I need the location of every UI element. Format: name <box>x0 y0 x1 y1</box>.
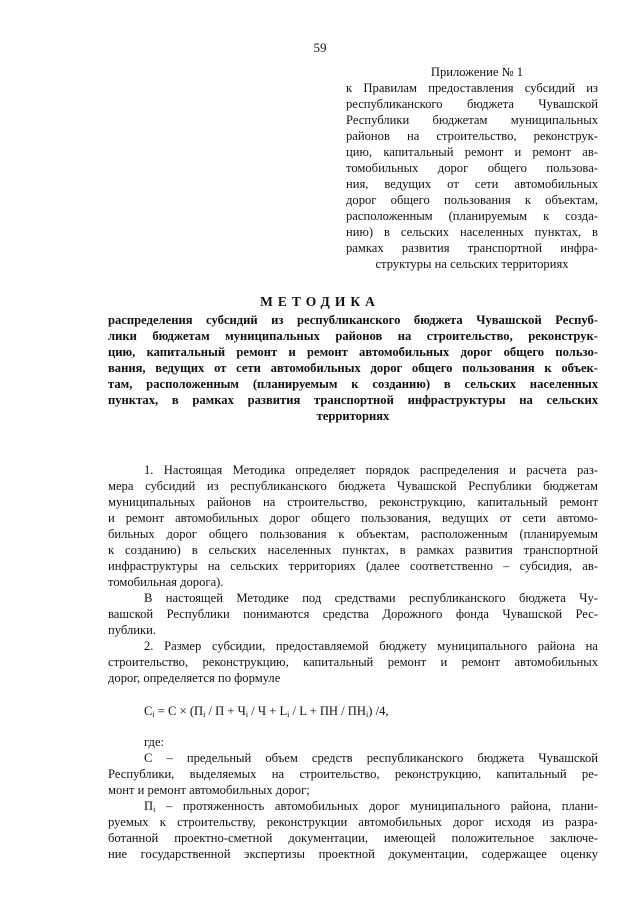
appendix-line: к Правилам предоставления субсидий из <box>346 81 598 95</box>
formula-subscript: i <box>203 710 206 719</box>
formula-part: C <box>144 704 153 718</box>
subtitle-line: пунктах, в рамках развития транспортной инфраструктуры на сельских <box>108 393 598 407</box>
formula-part: / П + Ч <box>205 704 246 718</box>
variable-symbol: П <box>144 799 154 813</box>
body-text <box>108 462 598 862</box>
formula-subscript: i <box>152 710 155 719</box>
page-number: 59 <box>313 40 327 55</box>
appendix-line: ния, ведущих от сети автомобильных <box>346 177 598 191</box>
subtitle-line: распределения субсидий из республиканского бюджета Чувашской Респуб- <box>108 313 598 327</box>
method-title: МЕТОДИКА <box>260 294 380 309</box>
formula-part: / Ч + L <box>248 704 288 718</box>
formula-part: ) /4, <box>368 704 389 718</box>
appendix-title: Приложение № 1 <box>430 65 524 79</box>
subtitle-line: там, расположенным (планируемым к созданию) в сельских населенных <box>108 377 598 391</box>
paragraph-line <box>108 798 598 814</box>
paragraph-line: публики. <box>108 623 156 637</box>
paragraph-line: и ремонт автомобильных дорог общего пользования, ведущих от сети автомо- <box>108 511 598 525</box>
paragraph-line: вашской Республики понимаются средства Дорожного фонда Чувашской Рес- <box>108 607 598 621</box>
paragraph-line: инфраструктуры на сельских территориях (далее соответственно – субсидия, ав- <box>108 559 598 573</box>
paragraph-line: бильных дорог общего пользования к объектам, расположенным (планируемым <box>108 527 598 541</box>
paragraph-line: монт и ремонт автомобильных дорог; <box>108 783 310 797</box>
subtitle-line: лики бюджетам муниципальных районов на строительство, реконструк- <box>108 329 598 343</box>
appendix-line: расположенным (планируемым к созда- <box>346 209 598 223</box>
formula-subscript: i <box>287 710 290 719</box>
paragraph-line: к созданию) в сельских населенных пунктах, в рамках развития транспортной <box>108 543 598 557</box>
paragraph-line: С – предельный объем средств республиканского бюджета Чувашской <box>144 751 598 765</box>
formula-part: / L + ПН / ПН <box>289 704 367 718</box>
formula-subscript: i <box>366 710 369 719</box>
formula-part: = C × (П <box>154 704 204 718</box>
paragraph-line: дорог, определяется по формуле <box>108 671 281 685</box>
subtitle-line: территориях <box>316 409 390 423</box>
variable-subscript: i <box>153 805 156 814</box>
paragraph-line: строительство, реконструкцию, капитальный ремонт и ремонт автомобильных <box>108 655 598 669</box>
paragraph-line: муниципальных районов на строительство, реконструкцию, капитальный ремонт <box>108 495 598 509</box>
paragraph-line: томобильная дорога). <box>108 575 224 589</box>
paragraph-text: – протяженность автомобильных дорог муниципального района, плани- <box>155 799 598 813</box>
paragraph-line: мера субсидий из республиканского бюджета Чувашской Республики бюджетам <box>108 479 598 493</box>
method-subtitle <box>108 312 598 424</box>
appendix-line: томобильных дорог общего пользова- <box>346 161 598 175</box>
appendix-line: республиканского бюджета Чувашской <box>346 97 598 111</box>
appendix-line: рамках развития транспортной инфра- <box>346 241 598 255</box>
paragraph-line: 2. Размер субсидии, предоставляемой бюджету муниципального района на <box>144 639 598 653</box>
paragraph-line: 1. Настоящая Методика определяет порядок распределения и расчета раз- <box>144 463 598 477</box>
appendix-line: Республики бюджетам муниципальных <box>346 113 598 127</box>
paragraph-line: руемых к строительству, реконструкции автомобильных дорог исходя из разра- <box>108 815 598 829</box>
paragraph-line: ботанной проектно-сметной документации, имеющей положительное заключе- <box>108 831 598 845</box>
paragraph-line: Республики, выделяемых на строительство, реконструкцию, капитальный ре- <box>108 767 598 781</box>
appendix-line: районов на строительство, реконструк- <box>346 129 598 143</box>
formula-subscript: i <box>245 710 249 719</box>
formula <box>108 703 598 719</box>
where-label: где: <box>144 735 165 749</box>
appendix-line: цию, капитальный ремонт и ремонт ав- <box>346 145 598 159</box>
appendix-line: дорог общего пользования к объектам, <box>346 193 598 207</box>
appendix-line: структуры на сельских территориях <box>375 257 569 271</box>
appendix-block <box>346 64 598 272</box>
subtitle-line: вания, ведущих от сети автомобильных дорог общего пользования к объек- <box>108 361 598 375</box>
paragraph-line: ние государственной экспертизы проектной документации, содержащее оценку <box>108 847 598 861</box>
appendix-line: нию) в сельских населенных пунктах, в <box>346 225 598 239</box>
subtitle-line: цию, капитальный ремонт и ремонт автомобильных дорог общего пользо- <box>108 345 598 359</box>
paragraph-line: В настоящей Методике под средствами республиканского бюджета Чу- <box>144 591 598 605</box>
